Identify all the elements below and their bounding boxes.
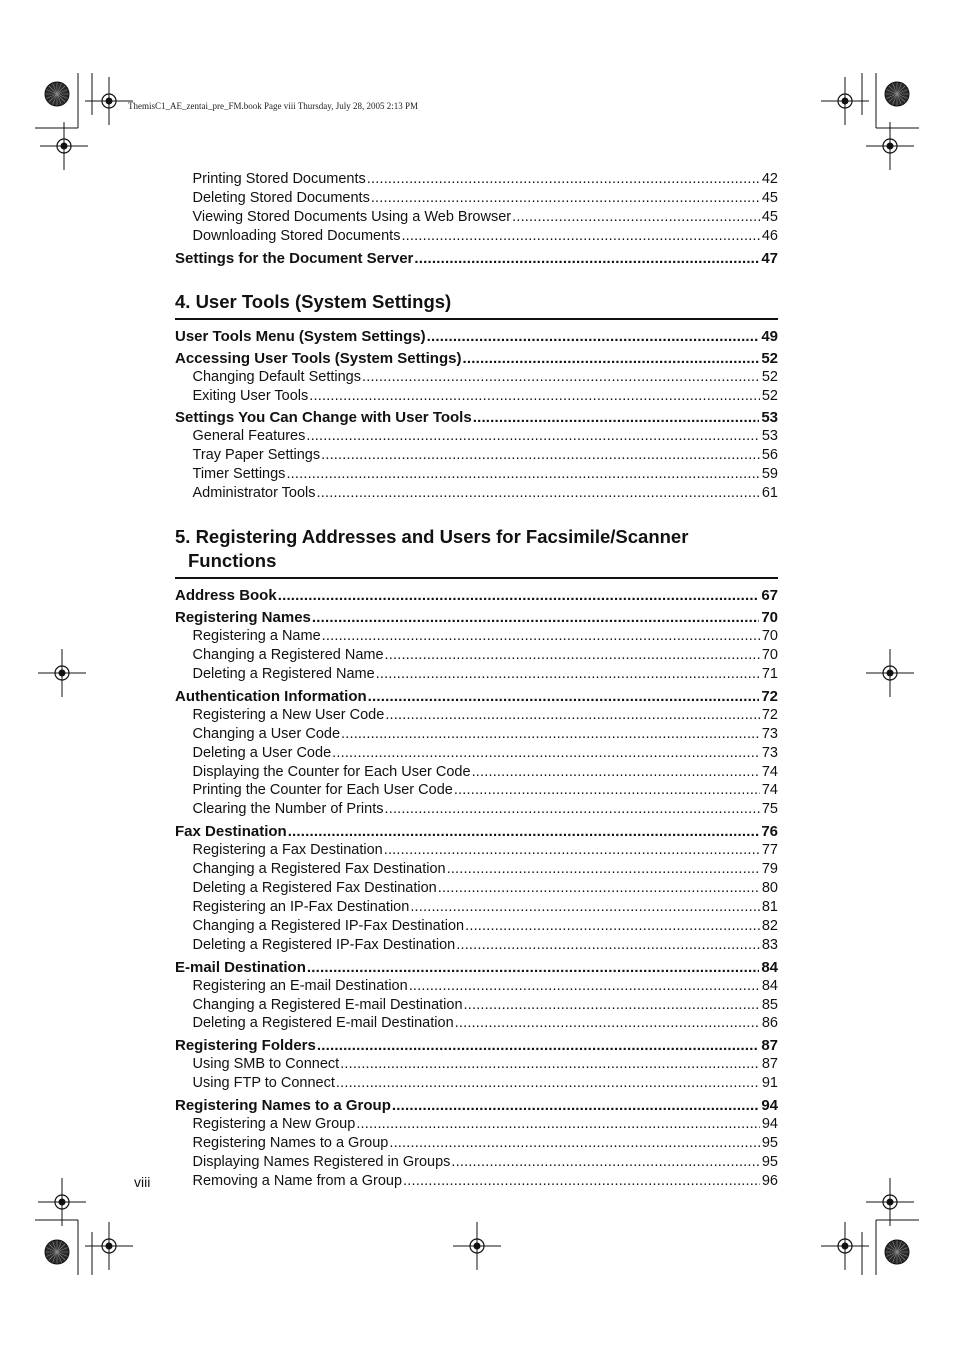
toc-entry-title: Removing a Name from a Group <box>192 1172 403 1189</box>
toc-entry-title: Printing Stored Documents <box>192 171 366 187</box>
toc-page-number: 95 <box>761 1154 778 1170</box>
registration-cross-icon <box>40 122 88 170</box>
dot-leader <box>367 170 760 189</box>
toc-subsection-entry[interactable] <box>175 387 778 406</box>
dot-leader <box>512 208 760 227</box>
toc-page-number: 67 <box>761 587 778 605</box>
dot-leader <box>401 227 759 246</box>
toc-section-entry[interactable] <box>175 1036 778 1055</box>
toc-subsection-entry[interactable] <box>175 744 778 763</box>
registration-cross-icon <box>866 122 914 170</box>
toc-subsection-entry[interactable] <box>175 1134 778 1153</box>
dot-leader <box>472 763 760 782</box>
toc-entry-title: Deleting Stored Documents <box>192 189 370 206</box>
toc-subsection-entry[interactable] <box>175 917 778 936</box>
dot-leader <box>454 781 760 800</box>
dot-leader <box>456 936 760 955</box>
toc-page-number: 80 <box>761 880 778 897</box>
toc-page-number: 96 <box>761 1172 778 1189</box>
dot-leader <box>385 706 760 725</box>
dot-leader <box>322 627 760 646</box>
toc-page-number: 45 <box>761 189 778 206</box>
registration-cross-icon <box>453 1222 501 1270</box>
toc-subsection-entry[interactable] <box>175 627 778 646</box>
chapter-heading <box>175 525 778 577</box>
toc-entry-title: Using FTP to Connect <box>192 1075 335 1092</box>
chapter-title: 4. User Tools (System Settings) <box>175 290 452 312</box>
dot-leader <box>427 327 760 346</box>
toc-entry-title: Exiting User Tools <box>192 387 309 404</box>
toc-page-number: 52 <box>761 349 778 367</box>
registration-cross-icon <box>38 1178 86 1226</box>
dot-leader <box>317 1036 759 1055</box>
dot-leader <box>336 1074 760 1093</box>
toc-entry-title: Deleting a Registered E-mail Destination <box>192 1015 454 1032</box>
toc-page-number: 70 <box>761 628 778 645</box>
toc-entry-title: Registering Names <box>175 609 311 627</box>
dot-leader <box>371 189 760 208</box>
toc-subsection-entry[interactable] <box>175 208 778 227</box>
toc-entry-title: General Features <box>192 428 306 445</box>
toc-entry-title: Authentication Information <box>175 687 367 705</box>
toc-page-number: 53 <box>761 409 778 427</box>
chapter-rule <box>175 577 778 579</box>
toc-subsection-entry[interactable] <box>175 879 778 898</box>
toc-page-number: 73 <box>761 725 778 742</box>
dot-leader <box>389 1134 760 1153</box>
registration-wheel-icon <box>885 82 909 106</box>
registration-wheel-icon <box>885 1240 909 1264</box>
toc-section-entry[interactable] <box>175 687 778 706</box>
toc-page-number: 87 <box>761 1056 778 1073</box>
toc-page-number: 74 <box>761 782 778 799</box>
toc-section-entry[interactable] <box>175 958 778 977</box>
toc-entry-title: Registering Names to a Group <box>192 1135 389 1152</box>
toc-section-entry[interactable] <box>175 586 778 605</box>
toc-subsection-entry[interactable] <box>175 227 778 246</box>
toc-subsection-entry[interactable] <box>175 427 778 446</box>
toc-entry-title: Address Book <box>175 587 277 605</box>
toc-page-number: 47 <box>761 249 778 267</box>
toc-subsection-entry[interactable] <box>175 1115 778 1134</box>
dot-leader <box>306 427 760 446</box>
toc-subsection-entry[interactable] <box>175 465 778 484</box>
chapter-rule <box>175 318 778 320</box>
dot-leader <box>312 608 759 627</box>
dot-leader <box>376 665 760 684</box>
toc-page-number: 86 <box>761 1015 778 1032</box>
toc-page-number: 84 <box>761 958 778 976</box>
registration-wheel-icon <box>45 1240 69 1264</box>
toc-page-number: 76 <box>761 823 778 841</box>
chapter-heading <box>175 290 778 318</box>
toc-page-number: 72 <box>761 706 778 723</box>
toc-page-number: 95 <box>761 1135 778 1152</box>
table-of-contents <box>175 170 778 1191</box>
dot-leader <box>332 744 760 763</box>
toc-entry-title: Viewing Stored Documents Using a Web Browser <box>192 208 512 225</box>
toc-section-entry[interactable] <box>175 327 778 346</box>
toc-section-entry[interactable] <box>175 1096 778 1115</box>
toc-entry-title: Changing a Registered Name <box>192 646 384 663</box>
dot-leader <box>462 349 759 368</box>
toc-entry-title: Registering an E-mail Destination <box>192 977 408 994</box>
toc-entry-title: Displaying Names Registered in Groups <box>192 1154 451 1170</box>
toc-entry-title: Registering a Name <box>192 628 321 645</box>
toc-entry-title: E-mail Destination <box>175 958 306 976</box>
toc-entry-title: Settings You Can Change with User Tools <box>175 409 472 427</box>
registration-wheel-icon <box>45 82 69 106</box>
dot-leader <box>447 860 760 879</box>
toc-subsection-entry[interactable] <box>175 170 778 189</box>
toc-page-number: 75 <box>761 801 778 818</box>
dot-leader <box>278 586 760 605</box>
toc-subsection-entry[interactable] <box>175 763 778 782</box>
toc-page-number: 56 <box>761 447 778 464</box>
toc-subsection-entry[interactable] <box>175 725 778 744</box>
toc-entry-title: Using SMB to Connect <box>192 1056 340 1073</box>
toc-entry-title: Changing a Registered E-mail Destination <box>192 996 463 1013</box>
toc-entry-title: Registering Names to a Group <box>175 1097 391 1115</box>
registration-cross-icon <box>866 649 914 697</box>
dot-leader <box>409 977 760 996</box>
toc-section-entry[interactable] <box>175 822 778 841</box>
toc-page-number: 70 <box>761 609 778 627</box>
toc-subsection-entry[interactable] <box>175 446 778 465</box>
toc-subsection-entry[interactable] <box>175 1055 778 1074</box>
toc-subsection-entry[interactable] <box>175 860 778 879</box>
dot-leader <box>341 725 760 744</box>
toc-section-entry[interactable] <box>175 249 778 268</box>
page-number: viii <box>134 1174 151 1190</box>
toc-subsection-entry[interactable] <box>175 1153 778 1172</box>
toc-entry-title: Printing the Counter for Each User Code <box>192 782 453 799</box>
dot-leader <box>451 1153 759 1172</box>
toc-page-number: 72 <box>761 687 778 705</box>
toc-entry-title: Accessing User Tools (System Settings) <box>175 349 462 367</box>
dot-leader <box>356 1115 760 1134</box>
toc-entry-title: Registering a Fax Destination <box>192 842 383 859</box>
toc-page-number: 53 <box>761 428 778 445</box>
toc-page-number: 42 <box>761 171 778 187</box>
dot-leader <box>464 996 760 1015</box>
toc-page-number: 83 <box>761 936 778 953</box>
dot-leader <box>403 1172 760 1191</box>
toc-page-number: 85 <box>761 996 778 1013</box>
toc-page-number: 87 <box>761 1037 778 1055</box>
toc-subsection-entry[interactable] <box>175 665 778 684</box>
toc-subsection-entry[interactable] <box>175 841 778 860</box>
toc-entry-title: Changing Default Settings <box>192 368 361 385</box>
dot-leader <box>465 917 760 936</box>
toc-entry-title: Timer Settings <box>192 466 286 483</box>
dot-leader <box>362 368 760 387</box>
toc-page-number: 70 <box>761 646 778 663</box>
toc-entry-title: Clearing the Number of Prints <box>192 801 384 818</box>
toc-subsection-entry[interactable] <box>175 781 778 800</box>
print-slug-header: ThemisC1_AE_zentai_pre_FM.book Page viii Thursday, July 28, 2005 2:13 PM <box>128 101 418 111</box>
toc-page-number: 59 <box>761 466 778 483</box>
toc-page-number: 94 <box>761 1116 778 1133</box>
toc-entry-title: Registering a New Group <box>192 1116 356 1133</box>
dot-leader <box>385 646 760 665</box>
dot-leader <box>286 465 759 484</box>
toc-subsection-entry[interactable] <box>175 996 778 1015</box>
dot-leader <box>438 879 760 898</box>
toc-page-number: 94 <box>761 1097 778 1115</box>
toc-entry-title: Settings for the Document Server <box>175 249 414 267</box>
toc-entry-title: Deleting a Registered Name <box>192 665 375 682</box>
toc-entry-title: Deleting a User Code <box>192 744 332 761</box>
toc-subsection-entry[interactable] <box>175 898 778 917</box>
toc-entry-title: Changing a User Code <box>192 725 341 742</box>
toc-page-number: 77 <box>761 842 778 859</box>
toc-page-number: 79 <box>761 861 778 878</box>
registration-cross-icon <box>38 649 86 697</box>
toc-entry-title: Deleting a Registered Fax Destination <box>192 880 437 897</box>
toc-entry-title: Administrator Tools <box>192 485 316 502</box>
toc-page-number: 91 <box>761 1075 778 1092</box>
toc-subsection-entry[interactable] <box>175 1172 778 1191</box>
toc-page-number: 46 <box>761 227 778 244</box>
dot-leader <box>309 387 760 406</box>
toc-page-number: 52 <box>761 368 778 385</box>
registration-cross-icon <box>866 1178 914 1226</box>
toc-page-number: 49 <box>761 327 778 345</box>
dot-leader <box>340 1055 760 1074</box>
toc-subsection-entry[interactable] <box>175 706 778 725</box>
toc-entry-title: Displaying the Counter for Each User Code <box>192 763 471 780</box>
toc-subsection-entry[interactable] <box>175 936 778 955</box>
toc-subsection-entry[interactable] <box>175 646 778 665</box>
dot-leader <box>473 408 760 427</box>
toc-page-number: 52 <box>761 387 778 404</box>
toc-page-number: 61 <box>761 485 778 502</box>
toc-entry-title: Tray Paper Settings <box>192 447 321 464</box>
toc-subsection-entry[interactable] <box>175 1014 778 1033</box>
toc-section-entry[interactable] <box>175 408 778 427</box>
toc-subsection-entry[interactable] <box>175 1074 778 1093</box>
toc-page-number: 84 <box>761 977 778 994</box>
toc-subsection-entry[interactable] <box>175 977 778 996</box>
toc-entry-title: User Tools Menu (System Settings) <box>175 327 426 345</box>
toc-page-number: 74 <box>761 763 778 780</box>
toc-page-number: 71 <box>761 665 778 682</box>
dot-leader <box>368 687 760 706</box>
toc-page-number: 45 <box>761 208 778 225</box>
toc-entry-title: Registering Folders <box>175 1037 316 1055</box>
toc-entry-title: Changing a Registered IP-Fax Destination <box>192 917 465 934</box>
toc-entry-title: Fax Destination <box>175 823 287 841</box>
toc-section-entry[interactable] <box>175 349 778 368</box>
dot-leader <box>317 484 760 503</box>
chapter-title-line2: Functions <box>188 550 277 572</box>
toc-entry-title: Deleting a Registered IP-Fax Destination <box>192 936 456 953</box>
dot-leader <box>392 1096 759 1115</box>
toc-entry-title: Changing a Registered Fax Destination <box>192 861 446 878</box>
toc-page-number: 82 <box>761 917 778 934</box>
toc-entry-title: Registering an IP-Fax Destination <box>192 898 410 915</box>
toc-subsection-entry[interactable] <box>175 368 778 387</box>
dot-leader <box>288 822 760 841</box>
toc-subsection-entry[interactable] <box>175 800 778 819</box>
toc-section-entry[interactable] <box>175 608 778 627</box>
dot-leader <box>410 898 760 917</box>
dot-leader <box>321 446 760 465</box>
toc-page-number: 73 <box>761 744 778 761</box>
toc-entry-title: Registering a New User Code <box>192 706 385 723</box>
toc-page-number: 81 <box>761 898 778 915</box>
toc-subsection-entry[interactable] <box>175 189 778 208</box>
dot-leader <box>307 958 759 977</box>
chapter-title: 5. Registering Addresses and Users for Facsimile/Scanner <box>175 526 689 548</box>
dot-leader <box>455 1014 760 1033</box>
dot-leader <box>385 800 760 819</box>
dot-leader <box>384 841 760 860</box>
toc-entry-title: Downloading Stored Documents <box>192 227 401 244</box>
dot-leader <box>414 249 759 268</box>
toc-subsection-entry[interactable] <box>175 484 778 503</box>
